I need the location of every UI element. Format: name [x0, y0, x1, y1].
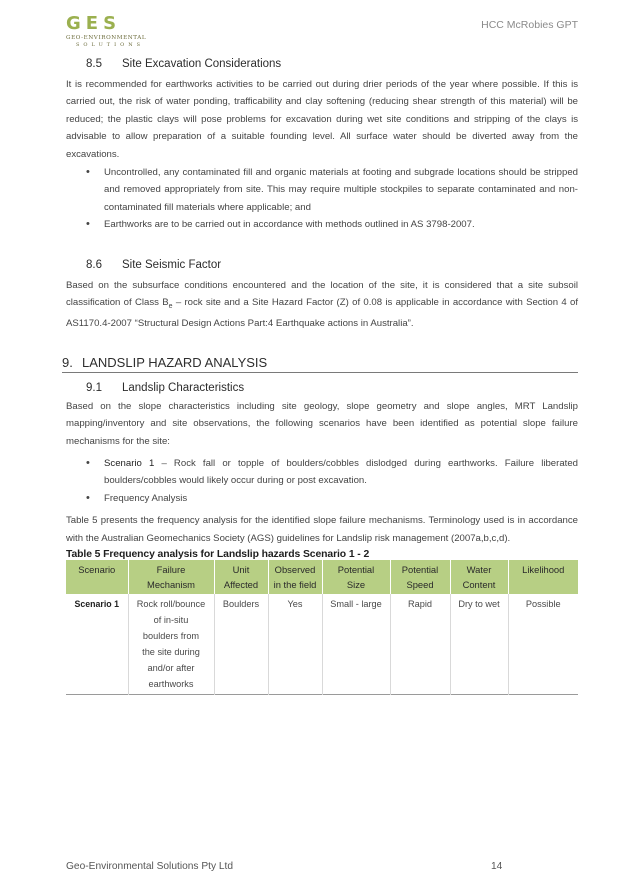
cell-mechanism: Rock roll/bounce of in-situ boulders from the site during and/or after earthworks: [128, 594, 214, 695]
seismic-class-subscript: e: [168, 302, 173, 310]
section-number: 9.1: [86, 381, 102, 394]
cell-potential-size: Small - large: [322, 594, 390, 695]
section-title: Site Seismic Factor: [122, 258, 222, 271]
table-header-row: [66, 560, 578, 594]
seismic-text-b: – rock site and a Site Hazard Factor (Z) of 0.08 is applicable in accordance with Section 4 of AS1170.4-2007 “Structural Design Actions Part:4 Earthquake actions in Australia”.: [66, 297, 578, 330]
scenario-term: Scenario 1: [104, 458, 155, 469]
section-8-5-paragraph: It is recommended for earthworks activities to be carried out during drier periods of the year where possible. If this is carried out, the risk of water ponding, trafficability and clay softening (reducing shear strength of this material) will be reduced; the plastic clays will pose problems for excavation during wet site conditions and stripping of the clays is advisable to allow preparation of a suitable founding level. All surface water should be diverted away from the excavations.: [66, 79, 578, 160]
frequency-analysis-table: [66, 560, 578, 695]
section-8-5-bullets: [66, 164, 578, 234]
cell-unit-affected: Boulders: [214, 594, 268, 695]
column-header: Observed in the field: [268, 560, 322, 594]
section-9-1-paragraph: Based on the slope characteristics including site geology, slope geometry and slope angles, MRT Landslip mapping/inventory and site observations, the following scenarios have been identified as potential slope failure mechanisms for the site:: [66, 400, 578, 447]
column-header: Potential Size: [322, 560, 390, 594]
footer-company: Geo-Environmental Solutions Pty Ltd: [66, 861, 234, 872]
cell-scenario: Scenario 1: [74, 599, 119, 610]
section-8-5-heading: [86, 58, 578, 70]
list-item: [66, 455, 578, 490]
list-item: • Uncontrolled, any contaminated fill and organic materials at footing and subgrade locations should be stripped and removed appropriately from site. This may require multiple stockpiles to separate contaminated and non-contaminated fill materials where applicable; and: [66, 164, 578, 216]
logo-line-1: GEO-ENVIRONMENTAL: [66, 35, 147, 41]
page-number: 14: [491, 861, 503, 872]
company-logo: [66, 14, 156, 48]
table-row: [66, 594, 578, 695]
section-title: LANDSLIP HAZARD ANALYSIS: [82, 354, 268, 370]
cell-observed: Yes: [268, 594, 322, 695]
logo-line-2: SOLUTIONS: [76, 42, 144, 48]
column-header: Likelihood: [508, 560, 578, 594]
seismic-text-a: Based on the subsurface conditions encountered and the location of the site, it is considered that a site subsoil classification of Class B: [66, 279, 578, 309]
list-item: • Frequency Analysis: [66, 490, 578, 507]
cell-water-content: Dry to wet: [450, 594, 508, 695]
table-caption: Table 5 Frequency analysis for Landslip hazards Scenario 1 - 2: [66, 549, 370, 561]
column-header: Scenario: [66, 560, 128, 594]
section-number: 8.6: [86, 258, 102, 271]
cell-likelihood: Possible: [508, 594, 578, 695]
section-number: 9.: [62, 354, 73, 370]
document-reference: HCC McRobies GPT: [481, 19, 578, 31]
column-header: Failure Mechanism: [128, 560, 214, 594]
section-9-1-bullets: [66, 455, 578, 507]
section-title: Site Excavation Considerations: [122, 58, 282, 70]
section-9-heading: [62, 355, 578, 373]
page-footer: [66, 861, 578, 872]
section-9-1-paragraph-2: Table 5 presents the frequency analysis for the identified slope failure mechanisms. Terminology used is in accordance with the Australian Geomechanics Society (AGS) guidelines for Landslip risk management (2007a,b,c,d).: [66, 515, 578, 544]
page-header: [66, 14, 578, 54]
column-header: Unit Affected: [214, 560, 268, 594]
section-8-6-heading: [86, 259, 578, 271]
section-8-6-paragraph: [66, 277, 578, 333]
logo-mark: GES: [66, 13, 122, 34]
page-content: [62, 58, 578, 695]
section-9-1-heading: [86, 382, 578, 394]
section-title: Landslip Characteristics: [122, 381, 245, 394]
scenario-description: – Rock fall or topple of boulders/cobbles dislodged during earthworks. Failure liberated boulders/cobbles would likely occur during or post excavation.: [104, 458, 578, 487]
column-header: Water Content: [450, 560, 508, 594]
cell-potential-speed: Rapid: [390, 594, 450, 695]
list-item: • Earthworks are to be carried out in accordance with methods outlined in AS 3798-2007.: [66, 216, 578, 233]
column-header: Potential Speed: [390, 560, 450, 594]
section-number: 8.5: [86, 58, 102, 70]
